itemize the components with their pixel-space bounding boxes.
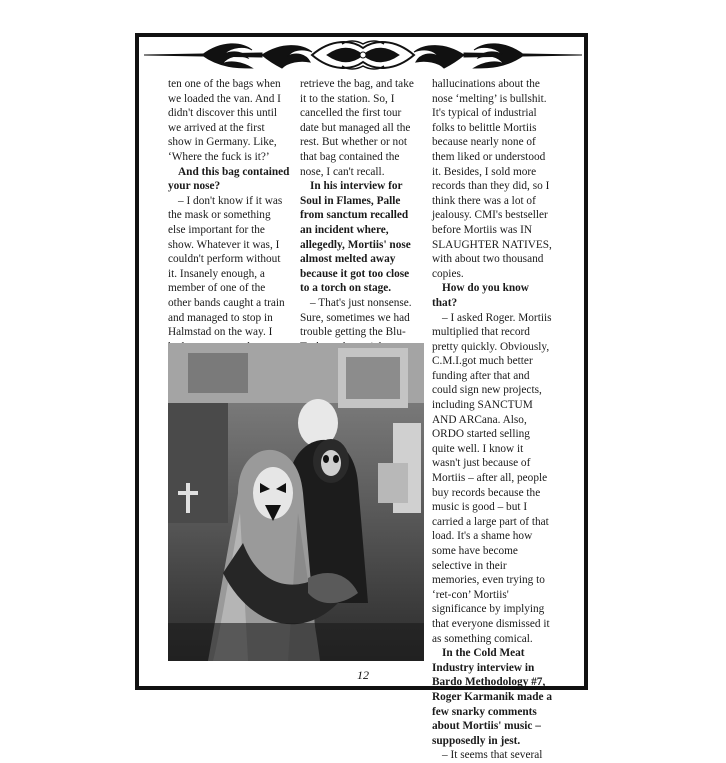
interview-answer: – It seems that several (442, 749, 543, 762)
interview-question: And this bag contained your nose? (168, 165, 290, 193)
interview-question: In his interview for Soul in Flames, Palle from sanctum recalled an incident where, allegedly, Mortiis' nose almost melted away because it got too close to a torch on stage. (300, 180, 411, 295)
interview-answer: – I asked Roger. Mortiis multiplied that record pretty quickly. Obviously, C.M.I.got much better funding after that and could sign new projects, including SANCTUM AND ARCana. Also, ORDO started selling quite well. I know it wasn't just because of Mortiis – after all, people buy records because the music is good – but I carried a large part of that load. It's a shame how some have become selective in their memories, even trying to ‘ret-con’ Mortiis' significance by implying that everyone dismissed it as something comical. (432, 311, 552, 645)
interview-answer: – That's just nonsense. Sure, sometimes we had trouble getting the Blu- (300, 296, 412, 339)
paragraph: retrieve the bag, and take it to the station. So, I cancelled the first tour date but managed all the rest. But whether or not that bag contained the nose, I can't recall. (300, 78, 414, 178)
interview-question: In the Cold Meat Industry interview in Bardo Methodology #7, Roger Karmanik made a few snarky comments about Mortiis' music – supposedly in jest. (432, 647, 552, 747)
ornament-header-icon (142, 38, 584, 72)
paragraph: ten one of the bags when we loaded the van. And I didn't discover this until we arrived at the first show in Germany. Like, ‘Where the fuck is it?’ (168, 78, 281, 163)
page-number: 12 (357, 668, 369, 682)
band-photo (168, 343, 424, 661)
text-column-1 (168, 77, 290, 369)
text-column-2 (300, 77, 420, 369)
paragraph: hallucinations about the nose ‘melting’ is bullshit. It's typical of industrial folks to belittle Mortiis because nearly none of them liked or understood it. Besides, I sold more records than they did, so I think there was a lot of jealousy. CMI's bestseller before Mortiis was IN SLAUGHTER NATIVES, with about two thousand copies. (432, 78, 552, 280)
photo-two-corpsepaint-musicians-icon (168, 343, 424, 661)
interview-question: How do you know that? (432, 282, 529, 309)
text-column-3 (432, 77, 554, 763)
interview-answer: – I don't know if it was the mask or something else important for the show. Whatever it was, I couldn't perform without it. Insanely enough, a member of one of the other bands caught a train and managed to stop in Halmstad on the way. I (168, 194, 285, 339)
